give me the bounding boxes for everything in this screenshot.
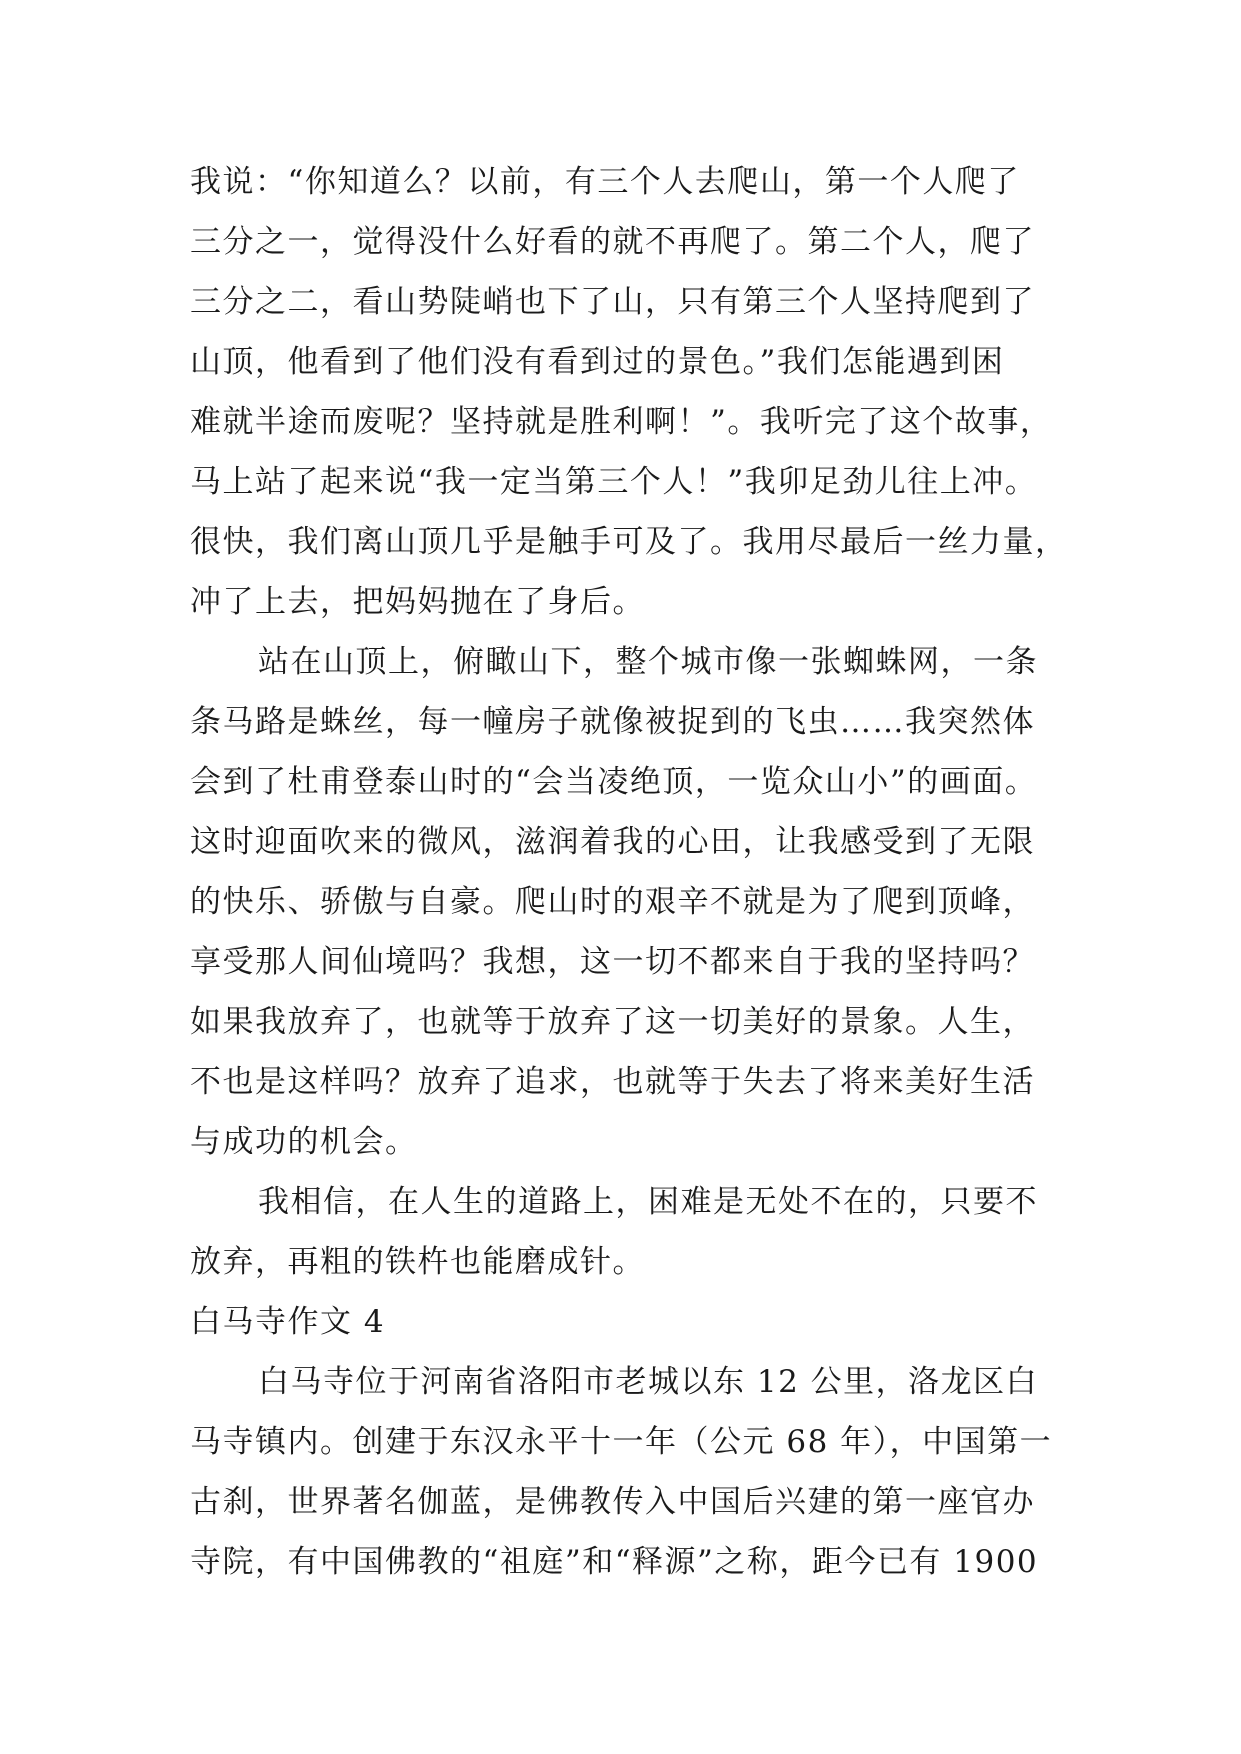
text-line: 会到了杜甫登泰山时的“会当凌绝顶，一览众山小”的画面。: [190, 764, 1038, 800]
text-line: 山顶，他看到了他们没有看到过的景色。”我们怎能遇到困: [190, 344, 1005, 380]
text-line: 马上站了起来说“我一定当第三个人！”我卯足劲儿往上冲。: [190, 464, 1038, 500]
text-line: 这时迎面吹来的微风，滋润着我的心田，让我感受到了无限: [190, 824, 1035, 860]
text-line: 我相信，在人生的道路上，困难是无处不在的，只要不: [258, 1184, 1038, 1220]
text-line: 寺院，有中国佛教的“祖庭”和“释源”之称，距今已有 1900: [190, 1544, 1039, 1580]
text-line: 三分之二，看山势陡峭也下了山，只有第三个人坚持爬到了: [190, 284, 1035, 320]
document-body: [190, 152, 1068, 1592]
text-line: 如果我放弃了，也就等于放弃了这一切美好的景象。人生，: [190, 1004, 1035, 1040]
text-line: 条马路是蛛丝，每一幢房子就像被捉到的飞虫……我突然体: [190, 704, 1035, 740]
text-line: 马寺镇内。创建于东汉永平十一年（公元 68 年），中国第一: [190, 1424, 1053, 1460]
text-line: 白马寺位于河南省洛阳市老城以东 12 公里，洛龙区白: [258, 1364, 1039, 1400]
text-line: 冲了上去，把妈妈抛在了身后。: [190, 584, 645, 620]
text-line: 站在山顶上，俯瞰山下，整个城市像一张蜘蛛网，一条: [258, 644, 1038, 680]
text-line: 放弃，再粗的铁杵也能磨成针。: [190, 1244, 645, 1280]
section-heading: 白马寺作文 4: [190, 1304, 386, 1340]
text-line: 古刹，世界著名伽蓝，是佛教传入中国后兴建的第一座官办: [190, 1484, 1035, 1520]
text-line: 三分之一，觉得没什么好看的就不再爬了。第二个人，爬了: [190, 224, 1035, 260]
text-line: 的快乐、骄傲与自豪。爬山时的艰辛不就是为了爬到顶峰，: [190, 884, 1035, 920]
text-line: 我说：“你知道么？以前，有三个人去爬山，第一个人爬了: [190, 164, 1020, 200]
text-line: 很快，我们离山顶几乎是触手可及了。我用尽最后一丝力量，: [190, 524, 1068, 560]
text-line: 享受那人间仙境吗？我想，这一切不都来自于我的坚持吗？: [190, 944, 1035, 980]
text-line: 不也是这样吗？放弃了追求，也就等于失去了将来美好生活: [190, 1064, 1035, 1100]
text-line: 与成功的机会。: [190, 1124, 418, 1160]
text-line: 难就半途而废呢？坚持就是胜利啊！”。我听完了这个故事，: [190, 404, 1053, 440]
